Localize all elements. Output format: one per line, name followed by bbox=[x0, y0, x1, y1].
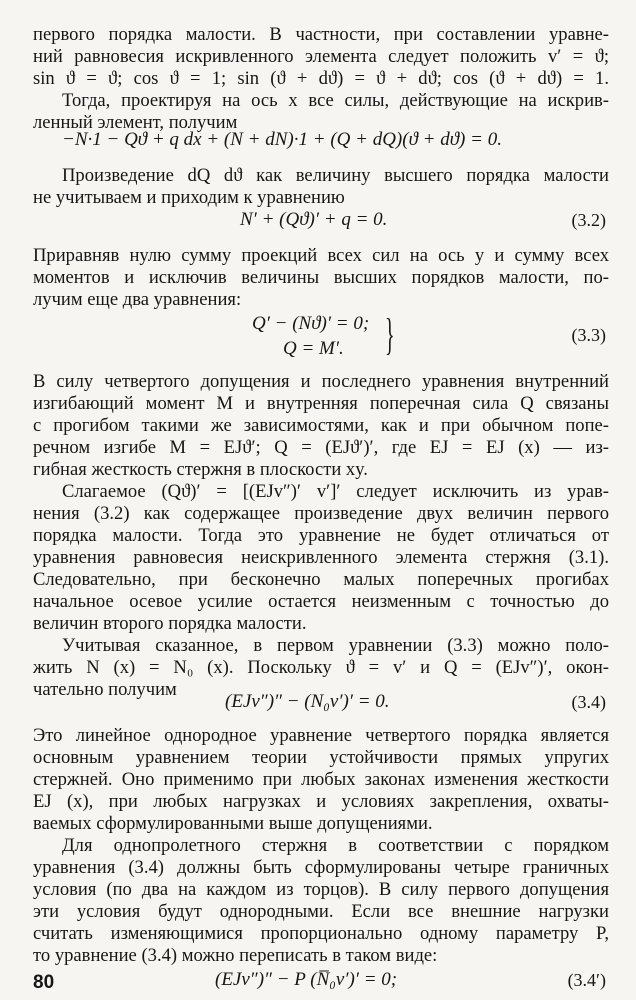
text-line: лучим еще два уравнения: bbox=[33, 289, 242, 310]
equation-projection: −N·1 − Qϑ + q dx + (N + dN)·1 + (Q + dQ)(ϑ + dϑ) = 0. bbox=[62, 129, 502, 150]
equation-3-4-prime: (EJv″)″ − P (N̅₀v′)′ = 0; bbox=[215, 969, 398, 990]
equation-number-3-2: (3.2) bbox=[571, 210, 606, 230]
curly-brace-icon: } bbox=[385, 310, 395, 359]
text-line: Для однопролетного стержня в соответствии с порядком bbox=[62, 835, 609, 856]
text-line: чательно получим bbox=[33, 679, 177, 700]
text-line: стержней. Оно применимо при любых законах изменения жесткости bbox=[33, 769, 609, 790]
text-line: В силу четвертого допущения и последнего уравнения внутренний bbox=[33, 371, 609, 392]
equation-3-3-first: Q′ − (Nϑ)′ = 0; bbox=[252, 313, 370, 334]
text-line: речном изгибе M = EJϑ′; Q = (EJϑ′)′, где EJ = EJ (x) — из- bbox=[33, 437, 609, 458]
text-line: жить N (x) = N₀ (x). Поскольку ϑ = v′ и Q = (EJv″)′, окон- bbox=[33, 657, 609, 678]
equation-3-4: (EJv″)″ − (N₀v′)′ = 0. bbox=[225, 691, 390, 712]
text-line: моментов и исключив величины высших порядков малости, по- bbox=[33, 267, 609, 288]
text-line: то уравнение (3.4) можно переписать в таком виде: bbox=[33, 945, 438, 966]
text-line: ний равновесия искривленного элемента следует положить v′ = ϑ; bbox=[33, 46, 609, 67]
text-line: начальное осевое усилие остается неизменным с точностью до bbox=[33, 591, 609, 612]
text-line: ваемых сформулированными выше допущениями. bbox=[33, 813, 433, 834]
text-line: уравнения (3.4) должны быть сформулированы четыре граничных bbox=[33, 857, 609, 878]
text-line: эти условия будут однородными. Если все внешние нагрузки bbox=[33, 901, 609, 922]
text-line: EJ (x), при любых нагрузках и условиях закрепления, охваты- bbox=[33, 791, 609, 812]
text-line: считать изменяющимися пропорционально одному параметру P, bbox=[33, 923, 609, 944]
text-line: Учитывая сказанное, в первом уравнении (3.3) можно поло- bbox=[62, 635, 609, 656]
text-line: Слагаемое (Qϑ)′ = [(EJv″)′ v′]′ следует исключить из урав- bbox=[62, 481, 609, 502]
text-line: Это линейное однородное уравнение четвертого порядка является bbox=[33, 725, 609, 746]
text-line: sin ϑ = ϑ; cos ϑ = 1; sin (ϑ + dϑ) = ϑ + dϑ; cos (ϑ + dϑ) = 1. bbox=[33, 68, 609, 89]
equation-number-3-3: (3.3) bbox=[571, 325, 606, 345]
text-line: изгибающий момент M и внутренняя поперечная сила Q связаны bbox=[33, 393, 609, 414]
text-line: ленный элемент, получим bbox=[33, 112, 238, 133]
text-line: гибная жесткость стержня в плоскости xy. bbox=[33, 459, 368, 480]
text-line: основным уравнением теории устойчивости прямых упругих bbox=[33, 747, 609, 768]
text-line: Следовательно, при бесконечно малых поперечных прогибах bbox=[33, 569, 609, 590]
text-line: Тогда, проектируя на ось x все силы, действующие на искрив- bbox=[62, 90, 609, 111]
text-line: условия (по два на каждом из торцов). В силу первого допущения bbox=[33, 879, 609, 900]
equation-number-3-4: (3.4) bbox=[571, 692, 606, 712]
equation-number-3-4-prime: (3.4′) bbox=[567, 970, 606, 990]
equation-3-2: N′ + (Qϑ)′ + q = 0. bbox=[240, 209, 388, 230]
text-line: порядка малости. Тогда это уравнение не будет отличаться от bbox=[33, 525, 609, 546]
text-line: Приравняв нулю сумму проекций всех сил на ось y и сумму всех bbox=[33, 245, 609, 266]
page-number: 80 bbox=[33, 972, 55, 993]
equation-3-3-second: Q = M′. bbox=[283, 338, 344, 359]
text-line: нения (3.2) как содержащее произведение двух величин первого bbox=[33, 503, 609, 524]
text-line: уравнения равновесия неискривленного элемента стержня (3.1). bbox=[33, 547, 609, 568]
text-line: с прогибом такими же зависимостями, как и при обычном попе- bbox=[33, 415, 609, 436]
text-line: величин второго порядка малости. bbox=[33, 613, 307, 634]
text-line: первого порядка малости. В частности, при составлении уравне- bbox=[33, 24, 609, 45]
text-line: не учитываем и приходим к уравнению bbox=[33, 187, 345, 208]
text-line: Произведение dQ dϑ как величину высшего порядка малости bbox=[62, 165, 609, 186]
